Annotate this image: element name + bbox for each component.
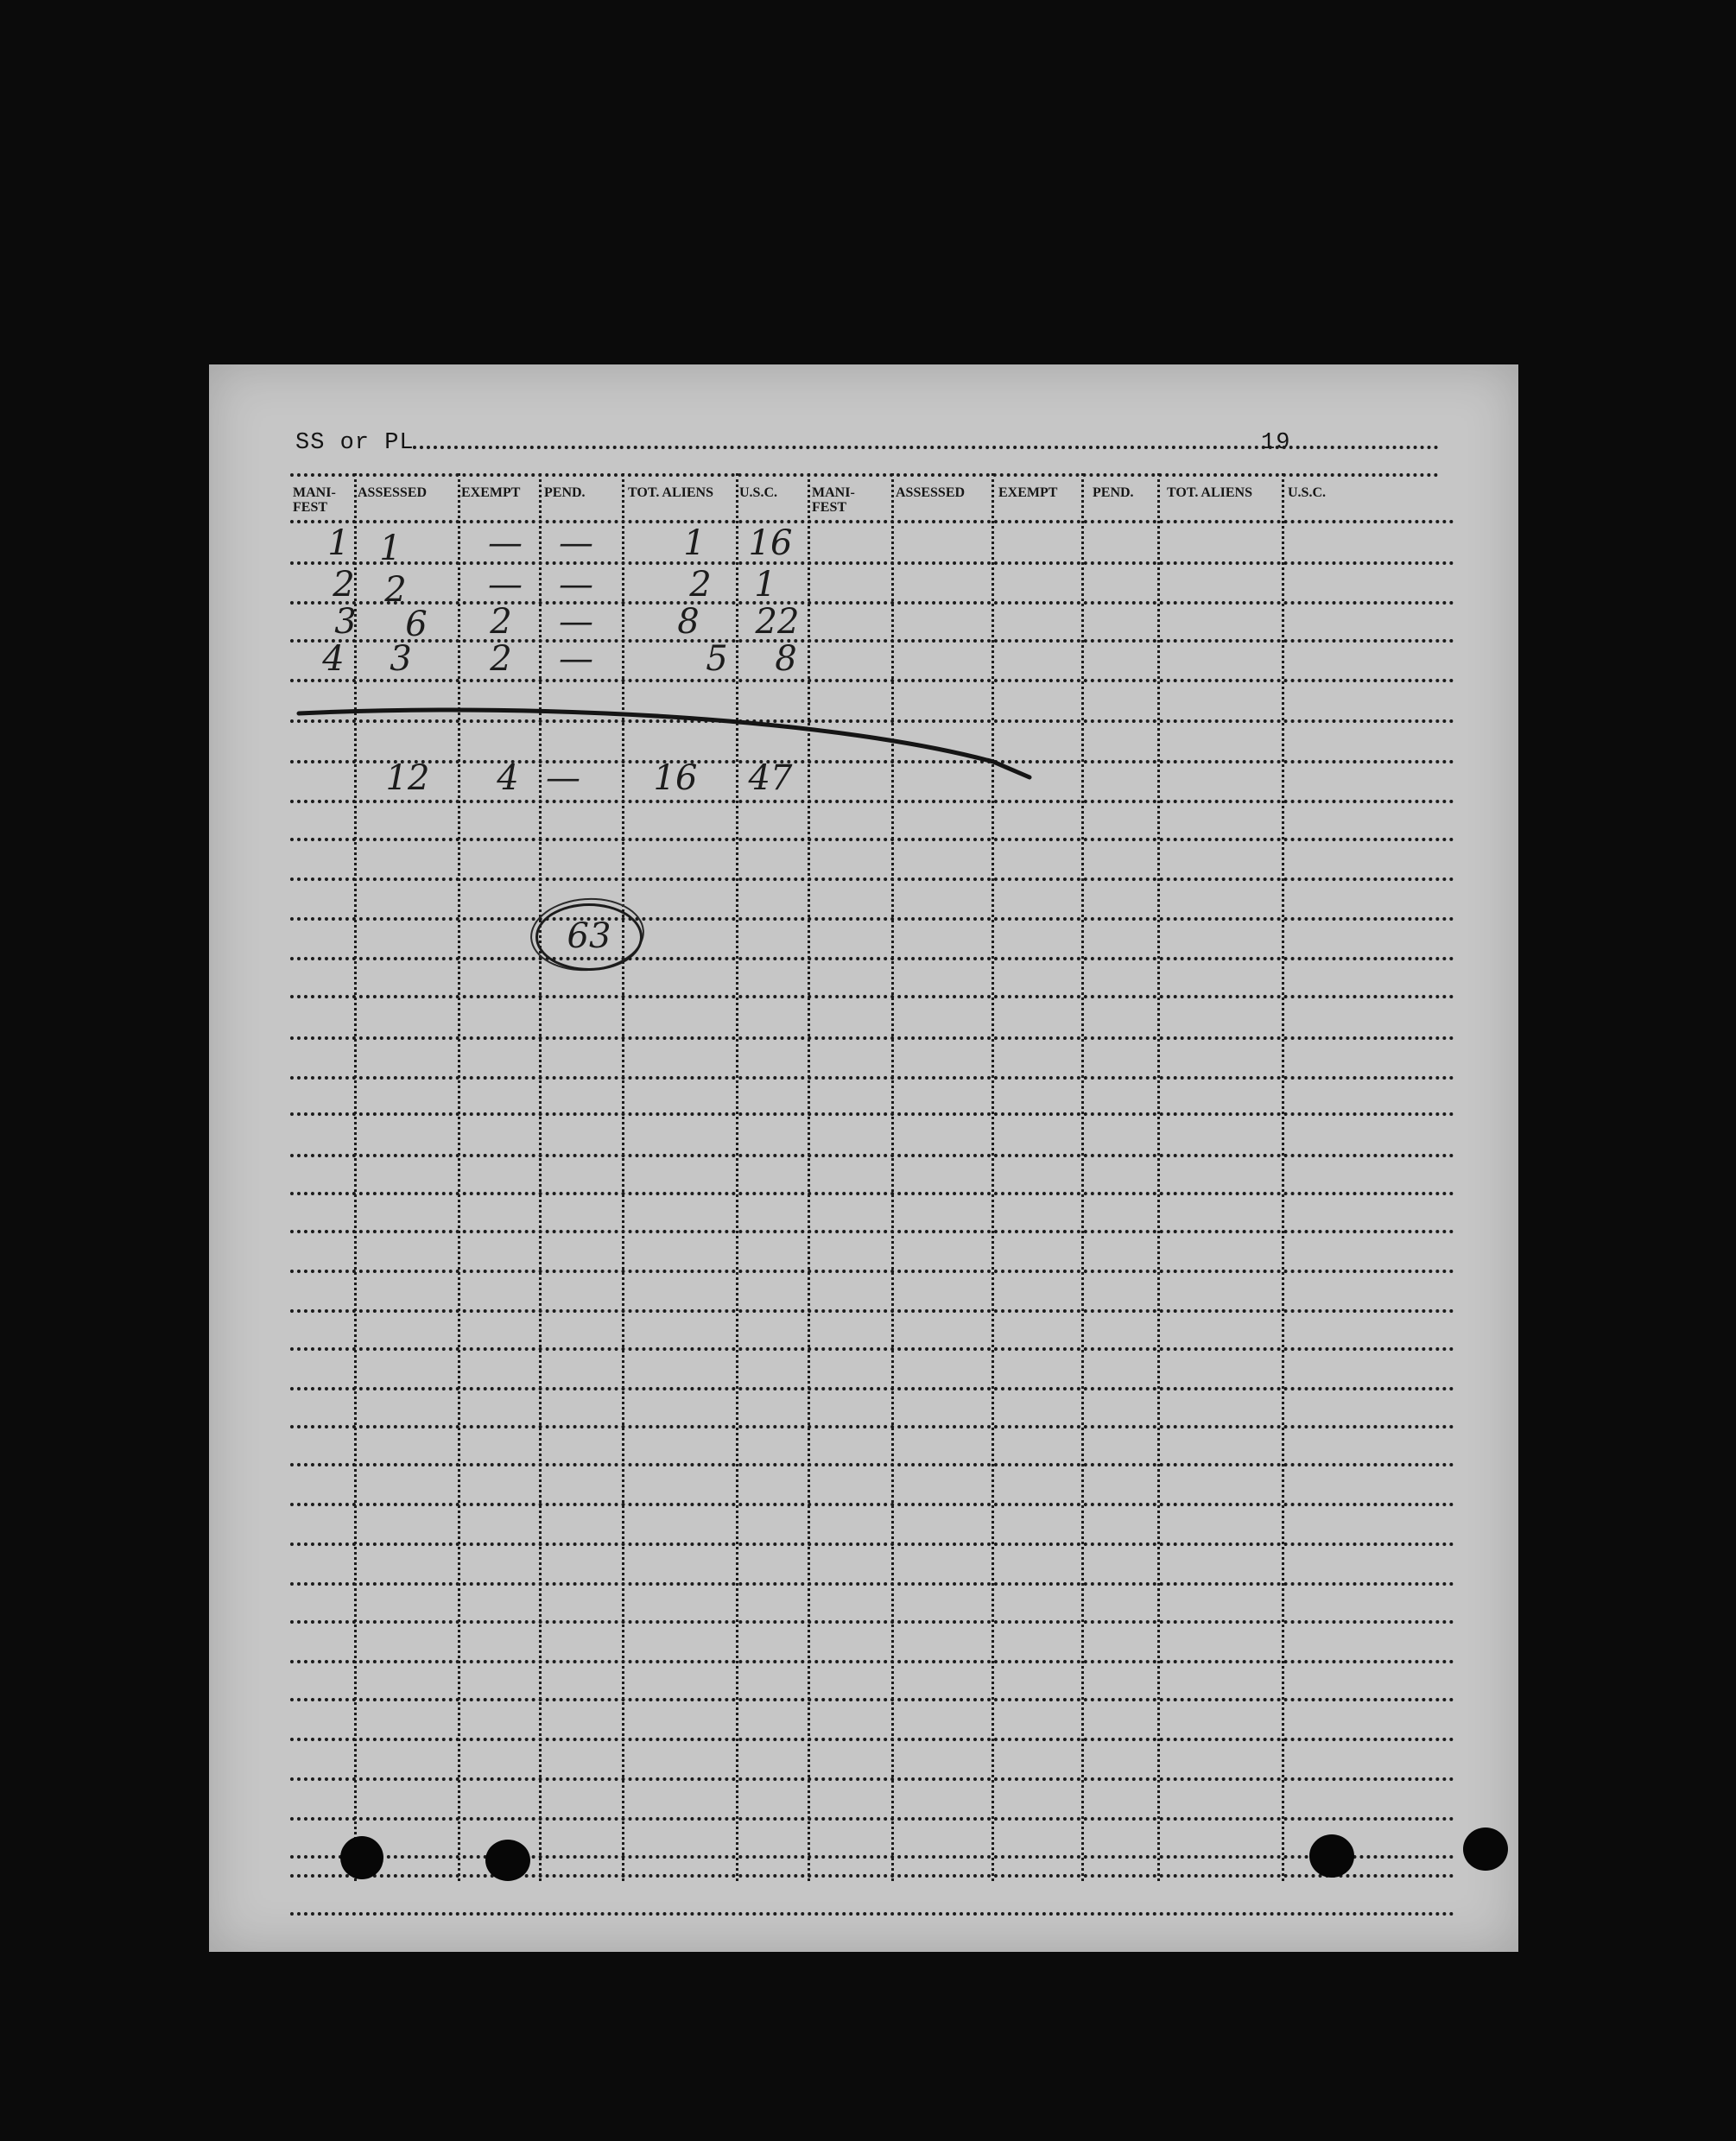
col-manifest-left: MANI- FEST bbox=[293, 485, 336, 515]
col-manifest-right: MANI- FEST bbox=[812, 485, 855, 515]
row1-assessed: 1 bbox=[379, 529, 402, 568]
row1-tot-aliens: 1 bbox=[683, 523, 706, 563]
row2-usc: 1 bbox=[754, 565, 776, 605]
col-usc-right: U.S.C. bbox=[1288, 485, 1327, 500]
col-pend-right: PEND. bbox=[1093, 485, 1134, 500]
row2-tot-aliens: 2 bbox=[689, 565, 712, 605]
row2-assessed: 2 bbox=[384, 570, 407, 610]
total-tot-aliens: 16 bbox=[653, 758, 698, 798]
col-tot-aliens-right: TOT. ALIENS bbox=[1167, 485, 1253, 500]
col-assessed-right: ASSESSED bbox=[896, 485, 966, 500]
row4-pend: — bbox=[559, 639, 593, 679]
row2-pend: — bbox=[559, 565, 593, 605]
col-usc-left: U.S.C. bbox=[739, 485, 778, 500]
row3-tot-aliens: 8 bbox=[677, 602, 700, 642]
row1-exempt: — bbox=[488, 523, 523, 563]
punch-hole-1 bbox=[340, 1836, 383, 1879]
total-assessed: 12 bbox=[385, 758, 430, 798]
row4-tot-aliens: 5 bbox=[706, 639, 728, 679]
row1-usc: 16 bbox=[748, 523, 793, 563]
row3-exempt: 2 bbox=[490, 602, 512, 642]
row3-manifest: 3 bbox=[334, 602, 357, 642]
col-exempt-right: EXEMPT bbox=[998, 485, 1058, 500]
row3-usc: 22 bbox=[755, 602, 800, 642]
col-assessed-left: ASSESSED bbox=[358, 485, 428, 500]
row1-manifest: 1 bbox=[327, 523, 350, 563]
row4-assessed: 3 bbox=[390, 639, 412, 679]
total-usc: 47 bbox=[748, 758, 793, 798]
punch-hole-3 bbox=[1309, 1834, 1354, 1878]
row3-pend: — bbox=[559, 602, 593, 642]
row4-usc: 8 bbox=[775, 639, 797, 679]
col-pend-left: PEND. bbox=[544, 485, 586, 500]
total-exempt: 4 bbox=[497, 758, 519, 798]
year-prefix: 19 bbox=[1261, 430, 1291, 456]
col-exempt-left: EXEMPT bbox=[461, 485, 521, 500]
total-pend: — bbox=[546, 758, 580, 798]
col-tot-aliens-left: TOT. ALIENS bbox=[628, 485, 714, 500]
punch-hole-2 bbox=[485, 1840, 530, 1881]
row4-exempt: 2 bbox=[490, 639, 512, 679]
row3-assessed: 6 bbox=[405, 605, 428, 644]
row2-manifest: 2 bbox=[333, 565, 355, 605]
row1-pend: — bbox=[559, 523, 593, 563]
grand-total-value: 63 bbox=[567, 916, 611, 957]
row4-manifest: 4 bbox=[322, 639, 345, 679]
ss-or-pl-label: SS or PL bbox=[295, 430, 415, 456]
punch-hole-4 bbox=[1463, 1827, 1508, 1871]
row2-exempt: — bbox=[488, 565, 523, 605]
